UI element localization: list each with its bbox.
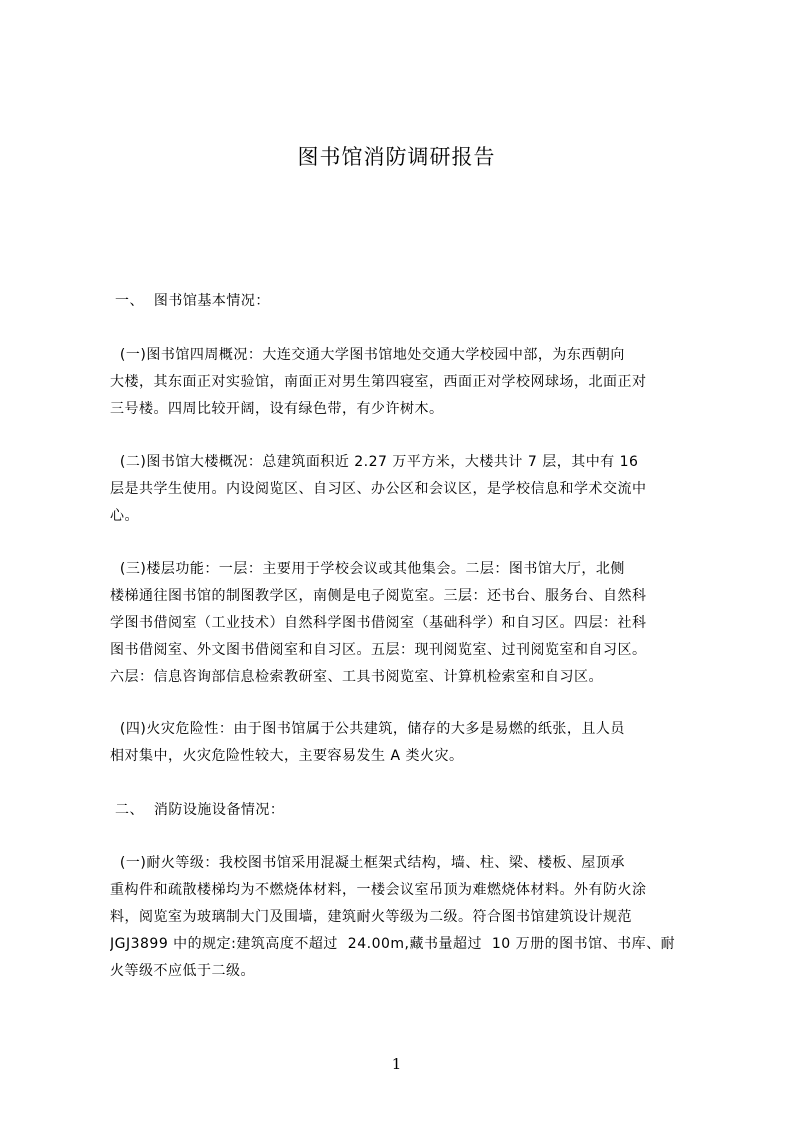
paragraph-line: (一)图书馆四周概况：大连交通大学图书馆地处交通大学校园中部，为东西朝向 xyxy=(110,347,625,363)
paragraph-line: 三号楼。四周比较开阔，设有绿色带，有少许树木。 xyxy=(110,401,444,417)
section-heading-1: 一、 图书馆基本情况： xyxy=(110,293,270,309)
paragraph-line: 六层：信息咨询部信息检索教研室、工具书阅览室、计算机检索室和自习区。 xyxy=(110,669,603,685)
paragraph-line: 重构件和疏散楼梯均为不燃烧体材料，一楼会议室吊顶为难燃烧体材料。外有防火涂 xyxy=(110,882,647,898)
paragraph-line: 学图书借阅室（工业技术）自然科学图书借阅室（基础科学）和自习区。四层：社科 xyxy=(110,615,647,631)
section-heading-2: 二、 消防设施设备情况： xyxy=(110,802,285,818)
paragraph-line: 火等级不应低于二级。 xyxy=(110,963,255,979)
paragraph-line: 相对集中，火灾危险性较大，主要容易发生 A 类火灾。 xyxy=(110,748,464,764)
paragraph-line: 心。 xyxy=(110,508,139,524)
paragraph-line: (三)楼层功能：一层：主要用于学校会议或其他集会。二层：图书馆大厅，北侧 xyxy=(110,561,625,577)
paragraph-line: (二)图书馆大楼概况：总建筑面积近 2.27 万平方米，大楼共计 7 层，其中有 16 xyxy=(110,454,639,470)
document-title: 图书馆消防调研报告 xyxy=(297,145,496,169)
paragraph-line: (四)火灾危险性：由于图书馆属于公共建筑，储存的大多是易燃的纸张，且人员 xyxy=(110,721,625,737)
paragraph-line: 层是共学生使用。内设阅览区、自习区、办公区和会议区，是学校信息和学术交流中 xyxy=(110,481,647,497)
paragraph-line: (一)耐火等级：我校图书馆采用混凝土框架式结构，墙、柱、梁、楼板、屋顶承 xyxy=(110,855,625,871)
paragraph-line: 楼梯通往图书馆的制图教学区，南侧是电子阅览室。三层：还书台、服务台、自然科 xyxy=(110,588,647,604)
page-number: 1 xyxy=(391,1055,402,1073)
paragraph-line: 料，阅览室为玻璃制大门及围墙，建筑耐火等级为二级。符合图书馆建筑设计规范 xyxy=(110,909,632,925)
paragraph-line: 图书借阅室、外文图书借阅室和自习区。五层：现刊阅览室、过刊阅览室和自习区。 xyxy=(110,642,647,658)
paragraph-line: 大楼，其东面正对实验馆，南面正对男生第四寝室，西面正对学校网球场，北面正对 xyxy=(110,374,647,390)
paragraph-line: JGJ3899 中的规定:建筑高度不超过 24.00m,藏书量超过 10 万册的图书馆、书库、耐 xyxy=(110,936,676,952)
